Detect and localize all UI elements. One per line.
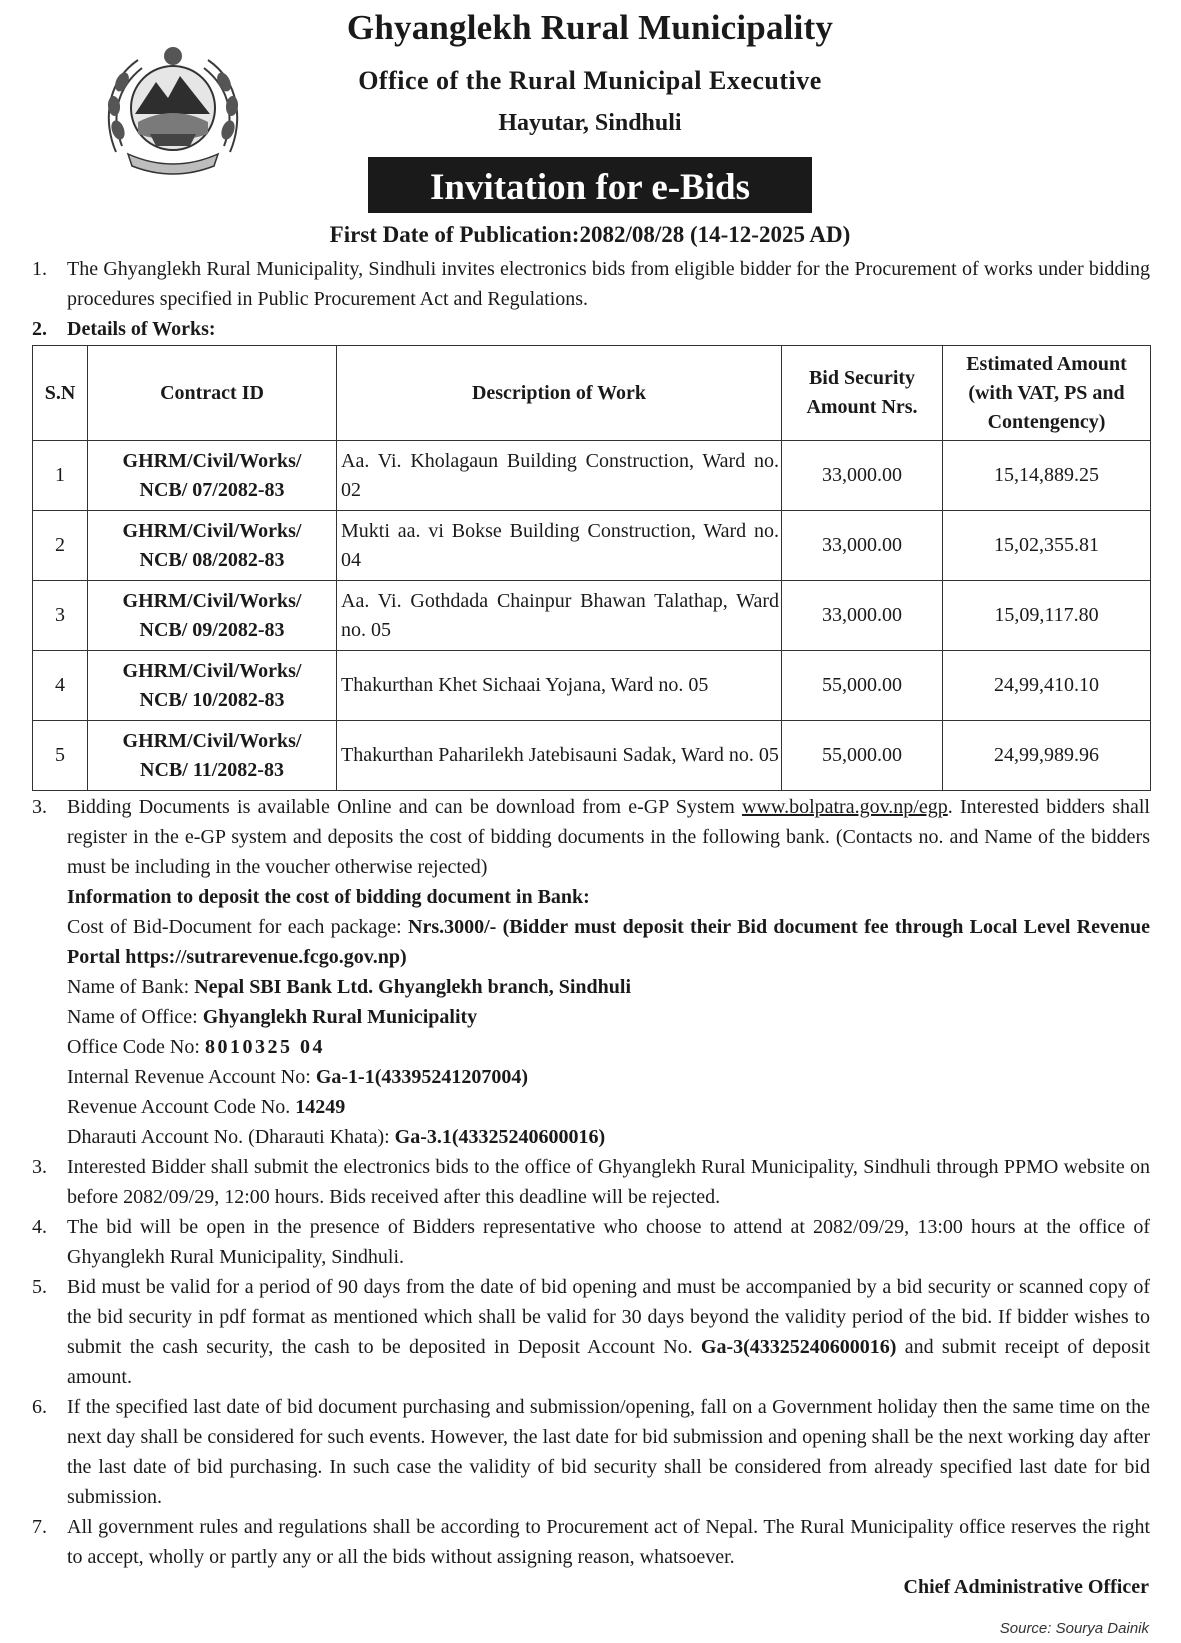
clause-text: The bid will be open in the presence of Bidders representative who choose to attend at 2082/09/29, 13:00 hours at the office of Ghyanglekh Rural Municipality, Sindhuli. xyxy=(67,1216,1150,1268)
clause-number: 2. xyxy=(32,318,47,340)
bank-label: Name of Bank: xyxy=(67,976,195,998)
notice-title: Invitation for e-Bids xyxy=(368,157,812,213)
header-description: Description of Work xyxy=(337,346,782,441)
dharauti-value: Ga-3.1(43325240600016) xyxy=(394,1126,606,1148)
clause-number: 6. xyxy=(32,1396,47,1418)
header-bid-security: Bid Security Amount Nrs. xyxy=(782,346,943,441)
office-label: Name of Office: xyxy=(67,1006,203,1028)
table-row xyxy=(33,721,1151,791)
nepal-government-emblem-icon xyxy=(98,42,248,180)
clause-3-bidding-documents xyxy=(32,792,1150,882)
row-contract-id xyxy=(88,721,337,791)
row-bid-security: 33,000.00 xyxy=(782,511,943,581)
clause-text xyxy=(67,1272,1150,1392)
clause-text-end: and submit receipt of deposit amount. xyxy=(67,1336,1151,1388)
row-contract-id xyxy=(88,581,337,651)
row-description: Thakurthan Paharilekh Jatebisauni Sadak, Ward no. 05 xyxy=(337,721,782,791)
clause-validity xyxy=(32,1272,1150,1392)
clause-number: 7. xyxy=(32,1516,47,1538)
row-estimated-amount: 15,02,355.81 xyxy=(943,511,1151,581)
egp-link[interactable]: www.bolpatra.gov.np/egp xyxy=(742,796,948,818)
row-description: Aa. Vi. Kholagaun Building Construction, Ward no. 02 xyxy=(337,441,782,511)
works-table xyxy=(32,345,1151,791)
source-credit: Source: Sourya Dainik xyxy=(999,1620,1149,1637)
row-bid-security: 33,000.00 xyxy=(782,581,943,651)
row-description: Thakurthan Khet Sichaai Yojana, Ward no. 05 xyxy=(337,651,782,721)
contract-id-line-1: GHRM/Civil/Works/ xyxy=(122,589,302,612)
clause-submission xyxy=(32,1152,1150,1212)
office-address: Hayutar, Sindhuli xyxy=(498,110,682,136)
header-estimated-amount: Estimated Amount (with VAT, PS and Contengency) xyxy=(943,346,1151,441)
clause-text: All government rules and regulations shall be according to Procurement act of Nepal. The Rural Municipality office reserves the right to accept, wholly or partly any or all the bids without assigning reason, whatsoever. xyxy=(67,1516,1150,1568)
clause-rules xyxy=(32,1512,1150,1572)
dharauti-label: Dharauti Account No. (Dharauti Khata): xyxy=(67,1126,395,1148)
cost-label: Cost of Bid-Document for each package: xyxy=(67,916,408,938)
contract-id-line-1: GHRM/Civil/Works/ xyxy=(122,519,302,542)
clause-text xyxy=(67,792,1150,882)
row-contract-id xyxy=(88,651,337,721)
header-contract-id: Contract ID xyxy=(88,346,337,441)
office-value: Ghyanglekh Rural Municipality xyxy=(202,1006,478,1028)
clause-number: 5. xyxy=(32,1276,47,1298)
row-sn: 5 xyxy=(33,721,88,791)
clause-text: If the specified last date of bid document purchasing and submission/opening, fall on a Government holiday then the same time on the next day shall be considered for such events. However, the last date for bid submission and opening shall be the next working day after the last date of bid purchasing. In such case the validity of bid security shall be considered from already specified last date for bid submission. xyxy=(67,1396,1150,1508)
signature: Chief Administrative Officer xyxy=(903,1576,1149,1598)
revenue-code-row xyxy=(67,1092,1150,1122)
clause-text: The Ghyanglekh Rural Municipality, Sindhuli invites electronics bids from eligible bidder for the Procurement of works under bidding procedures specified in Public Procurement Act and Regulations. xyxy=(67,258,1150,310)
header-sn: S.N xyxy=(33,346,88,441)
dharauti-row xyxy=(67,1122,1150,1152)
bidding-docs-text-after: . Interested bidders shall register in the e-GP system and deposits the cost of bidding documents in the following bank. (Contacts no. and Name of the bidders must be including in the voucher otherwise rejected) xyxy=(67,796,1150,878)
row-sn: 3 xyxy=(33,581,88,651)
contract-id-line-2: NCB/ 10/2082-83 xyxy=(139,688,285,711)
table-header-row xyxy=(33,346,1151,441)
revenue-code-label: Revenue Account Code No. xyxy=(67,1096,296,1118)
clause-holiday xyxy=(32,1392,1150,1512)
contract-id-line-2: NCB/ 11/2082-83 xyxy=(140,758,284,781)
clause-opening xyxy=(32,1212,1150,1272)
contract-id-line-1: GHRM/Civil/Works/ xyxy=(122,729,302,752)
contract-id-line-1: GHRM/Civil/Works/ xyxy=(122,449,302,472)
bid-document-cost xyxy=(67,912,1150,972)
deposit-info xyxy=(67,882,1150,1152)
table-row xyxy=(33,441,1151,511)
clause-number: 3. xyxy=(32,1156,47,1178)
row-estimated-amount: 24,99,410.10 xyxy=(943,651,1151,721)
office-name-row xyxy=(67,1002,1150,1032)
clause-number: 4. xyxy=(32,1216,47,1238)
row-sn: 4 xyxy=(33,651,88,721)
row-estimated-amount: 24,99,989.96 xyxy=(943,721,1151,791)
clause-number: 3. xyxy=(32,796,47,818)
municipality-name: Ghyanglekh Rural Municipality xyxy=(346,8,834,47)
office-code-label: Office Code No: xyxy=(67,1036,205,1058)
row-contract-id xyxy=(88,511,337,581)
bank-name xyxy=(67,972,1150,1002)
row-bid-security: 33,000.00 xyxy=(782,441,943,511)
row-bid-security: 55,000.00 xyxy=(782,721,943,791)
row-estimated-amount: 15,14,889.25 xyxy=(943,441,1151,511)
row-contract-id xyxy=(88,441,337,511)
contract-id-line-2: NCB/ 08/2082-83 xyxy=(139,548,285,571)
internal-revenue-value: Ga-1-1(43395241207004) xyxy=(315,1066,529,1088)
details-heading: Details of Works: xyxy=(67,318,216,340)
office-name: Office of the Rural Municipal Executive xyxy=(358,66,822,95)
clause-2 xyxy=(32,314,1150,344)
bidding-docs-text: Bidding Documents is available Online and can be download from e-GP System xyxy=(67,796,743,818)
contract-id-line-2: NCB/ 07/2082-83 xyxy=(139,478,285,501)
internal-revenue-label: Internal Revenue Account No: xyxy=(67,1066,316,1088)
revenue-code-value: 14249 xyxy=(295,1096,346,1118)
table-row xyxy=(33,651,1151,721)
row-description: Mukti aa. vi Bokse Building Construction, Ward no. 04 xyxy=(337,511,782,581)
row-sn: 2 xyxy=(33,511,88,581)
clause-number: 1. xyxy=(32,258,47,280)
row-estimated-amount: 15,09,117.80 xyxy=(943,581,1151,651)
row-description: Aa. Vi. Gothdada Chainpur Bhawan Talathap, Ward no. 05 xyxy=(337,581,782,651)
row-sn: 1 xyxy=(33,441,88,511)
cost-value: Nrs.3000/- (Bidder must deposit their Bid document fee through Local Level Revenue Portal https://sutrarevenue.fcgo.gov.np) xyxy=(67,916,1150,968)
office-code-row xyxy=(67,1032,1150,1062)
deposit-heading: Information to deposit the cost of bidding document in Bank: xyxy=(67,886,590,908)
clause-text: Interested Bidder shall submit the electronics bids to the office of Ghyanglekh Rural Municipality, Sindhuli through PPMO website on before 2082/09/29, 12:00 hours. Bids received after this deadline will be rejected. xyxy=(67,1156,1150,1208)
office-code-value: 8010325 04 xyxy=(204,1036,325,1058)
contract-id-line-2: NCB/ 09/2082-83 xyxy=(139,618,285,641)
table-row xyxy=(33,581,1151,651)
contract-id-line-1: GHRM/Civil/Works/ xyxy=(122,659,302,682)
publication-date: First Date of Publication:2082/08/28 (14-12-2025 AD) xyxy=(329,222,851,247)
internal-revenue-row xyxy=(67,1062,1150,1092)
clause-text-main: Bid must be valid for a period of 90 days from the date of bid opening and must be accompanied by a bid security or scanned copy of the bid security in pdf format as mentioned which shall be valid for 30 days beyond the validity period of the bid. If bidder wishes to submit the cash security, the cash to be deposited in Deposit Account No. xyxy=(67,1276,1150,1358)
clause-1 xyxy=(32,254,1150,314)
row-bid-security: 55,000.00 xyxy=(782,651,943,721)
table-row xyxy=(33,511,1151,581)
bank-value: Nepal SBI Bank Ltd. Ghyanglekh branch, Sindhuli xyxy=(194,976,632,998)
deposit-account-no: Ga-3(43325240600016) xyxy=(700,1336,897,1358)
